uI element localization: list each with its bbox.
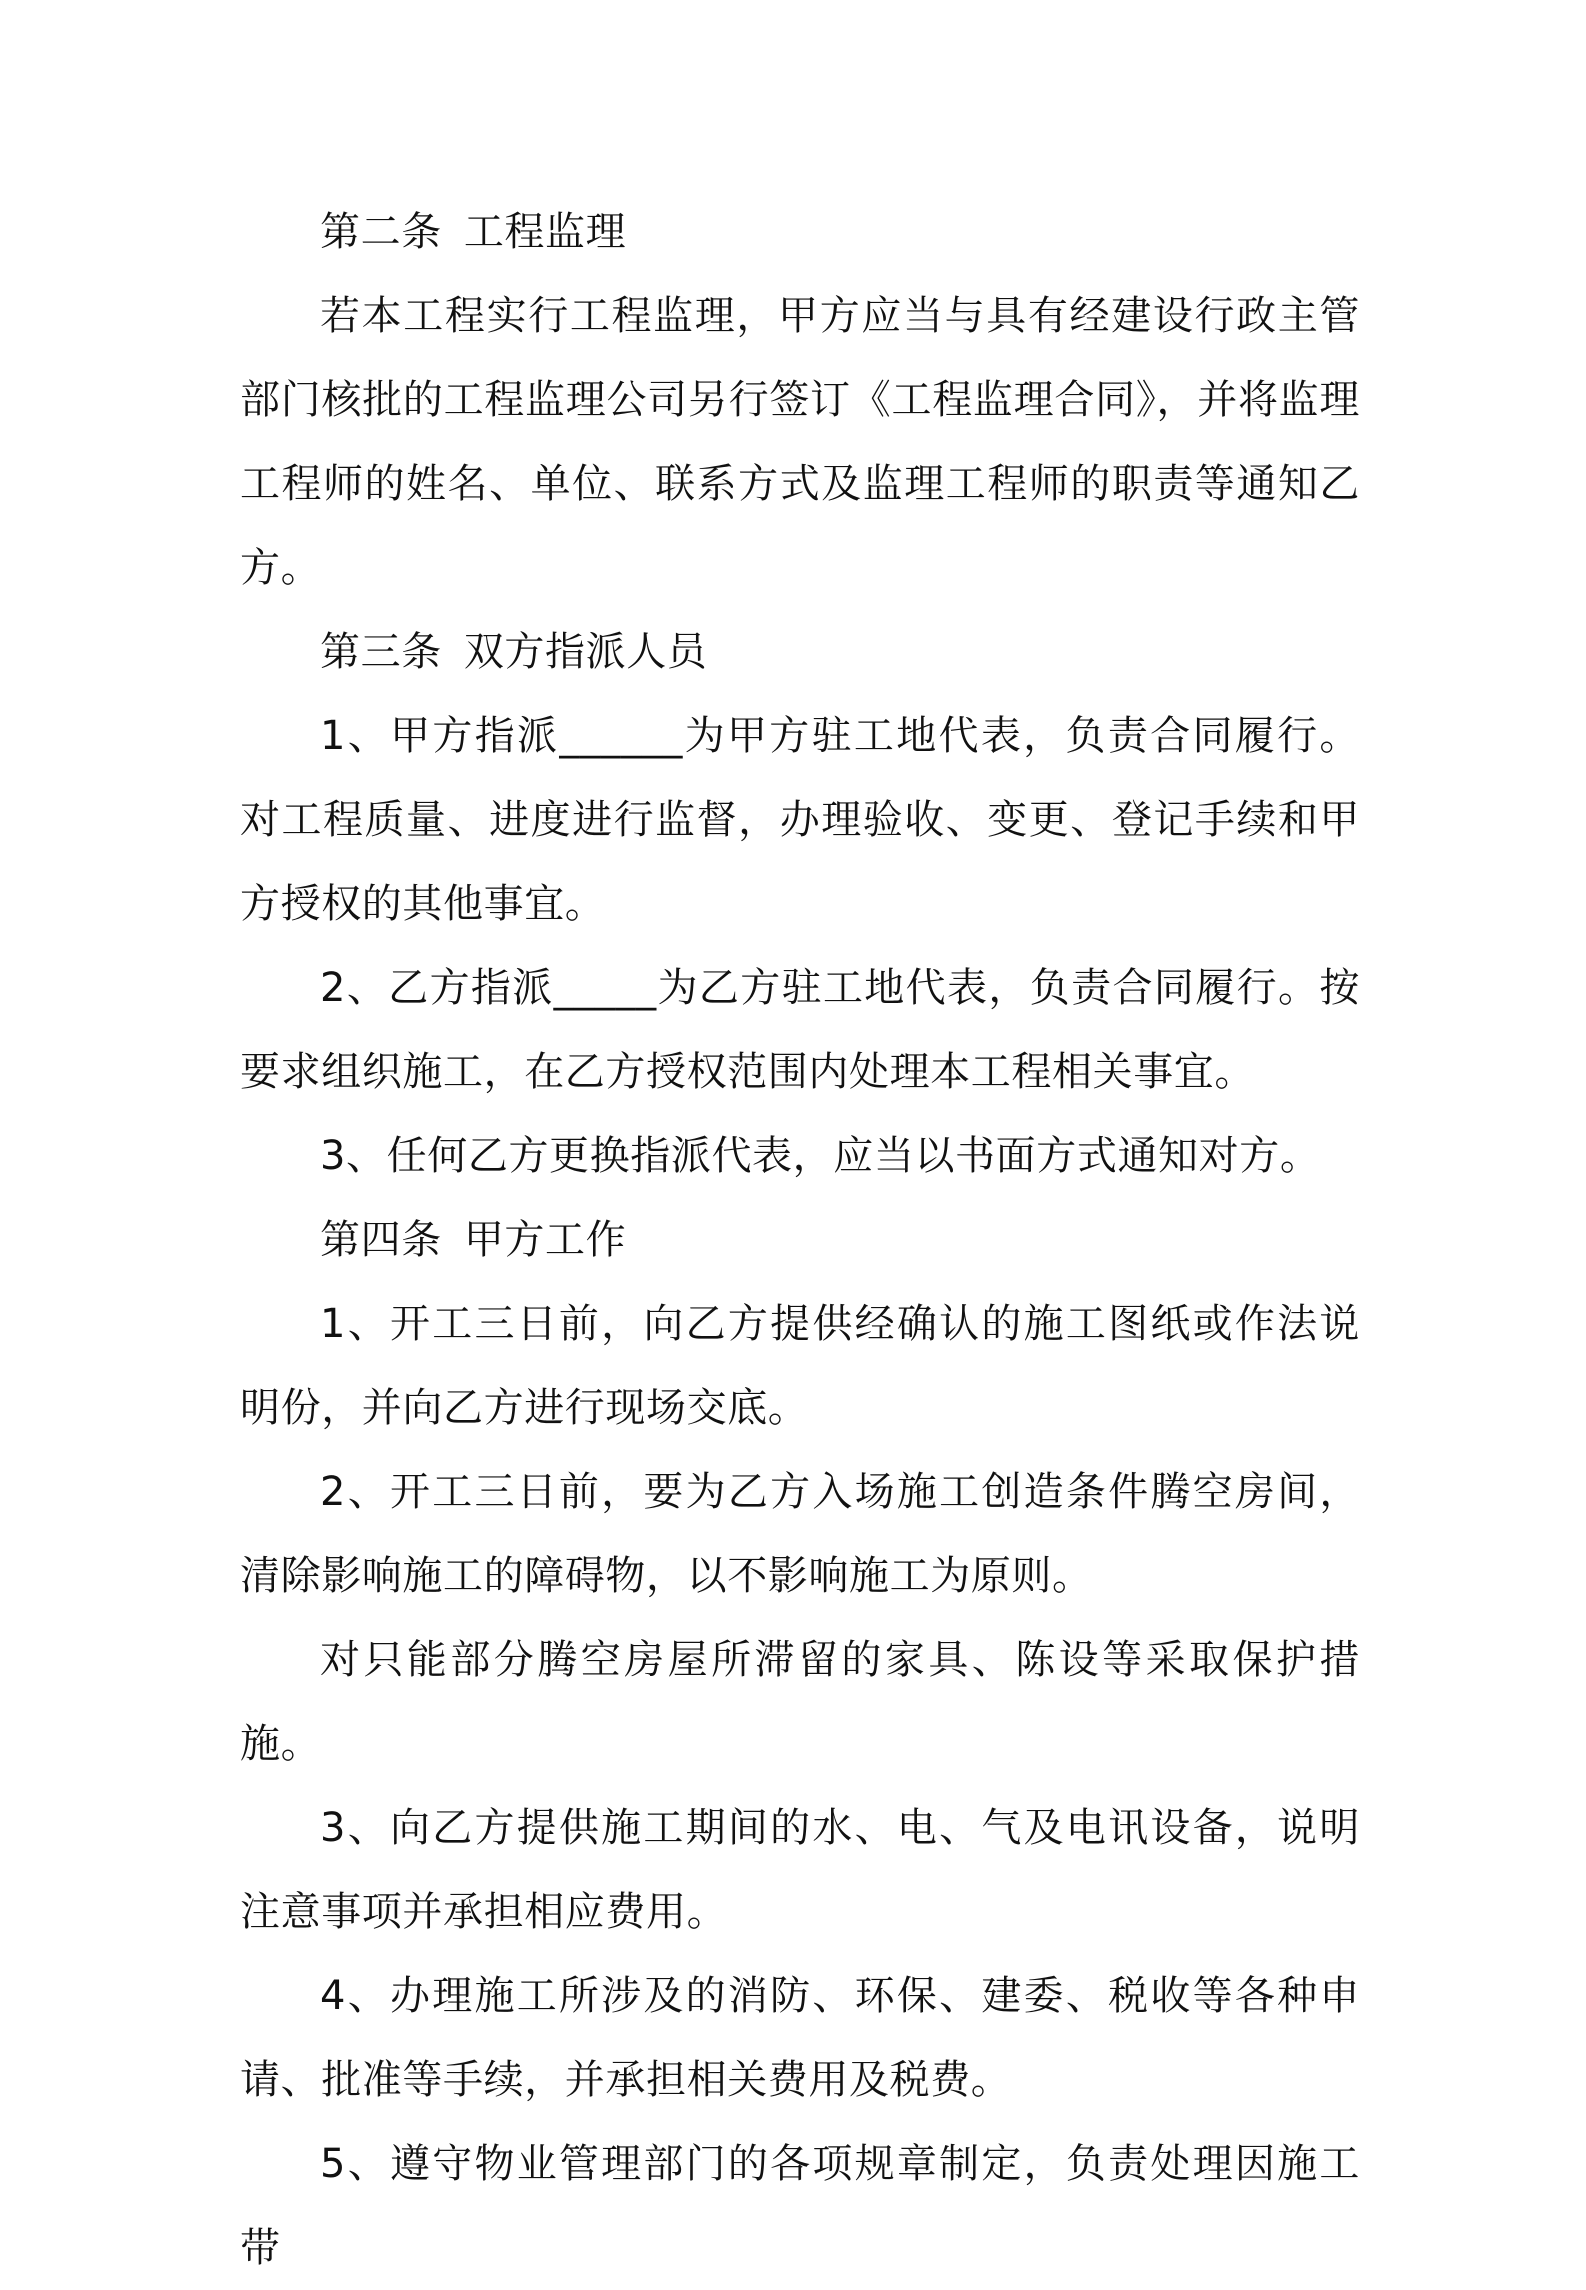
- article-4-paragraph-2: 2、开工三日前，要为乙方入场施工创造条件腾空房间，清除影响施工的障碍物，以不影响施工为原则。: [240, 1469, 1360, 1599]
- article-4-number: 第四条: [320, 1217, 442, 1263]
- article-2-number: 第二条: [320, 209, 442, 255]
- article-2-title: 工程监理: [463, 209, 627, 255]
- article-2-paragraph-1: 若本工程实行工程监理，甲方应当与具有经建设行政主管部门核批的工程监理公司另行签订《工程监理合同》，并将监理工程师的姓名、单位、联系方式及监理工程师的职责等通知乙方。: [240, 293, 1360, 591]
- article-4-paragraph-3: 对只能部分腾空房屋所滞留的家具、陈设等采取保护措施。: [240, 1637, 1360, 1767]
- document-body: [240, 190, 1360, 2290]
- article-3-heading: [240, 610, 1360, 694]
- article-3-title: 双方指派人员: [463, 629, 708, 675]
- article-3-paragraph-3: 3、任何乙方更换指派代表，应当以书面方式通知对方。: [320, 1133, 1321, 1179]
- article-4-paragraph-1: 1、开工三日前，向乙方提供经确认的施工图纸或作法说明份，并向乙方进行现场交底。: [240, 1301, 1360, 1431]
- article-2-heading: [240, 190, 1360, 274]
- article-4-title: 甲方工作: [463, 1217, 627, 1263]
- article-3-paragraph-1: 1、甲方指派______为甲方驻工地代表，负责合同履行。对工程质量、进度进行监督，办理验收、变更、登记手续和甲方授权的其他事宜。: [240, 713, 1360, 927]
- article-3-number: 第三条: [320, 629, 442, 675]
- article-4-paragraph-5: 4、办理施工所涉及的消防、环保、建委、税收等各种申请、批准等手续，并承担相关费用及税费。: [240, 1973, 1360, 2103]
- article-4-paragraph-4: 3、向乙方提供施工期间的水、电、气及电讯设备，说明注意事项并承担相应费用。: [240, 1805, 1360, 1935]
- article-4-heading: [240, 1198, 1360, 1282]
- article-3-paragraph-2: 2、乙方指派_____为乙方驻工地代表，负责合同履行。按要求组织施工，在乙方授权范围内处理本工程相关事宜。: [240, 965, 1360, 1095]
- article-4-paragraph-6: 5、遵守物业管理部门的各项规章制定，负责处理因施工带: [240, 2141, 1360, 2271]
